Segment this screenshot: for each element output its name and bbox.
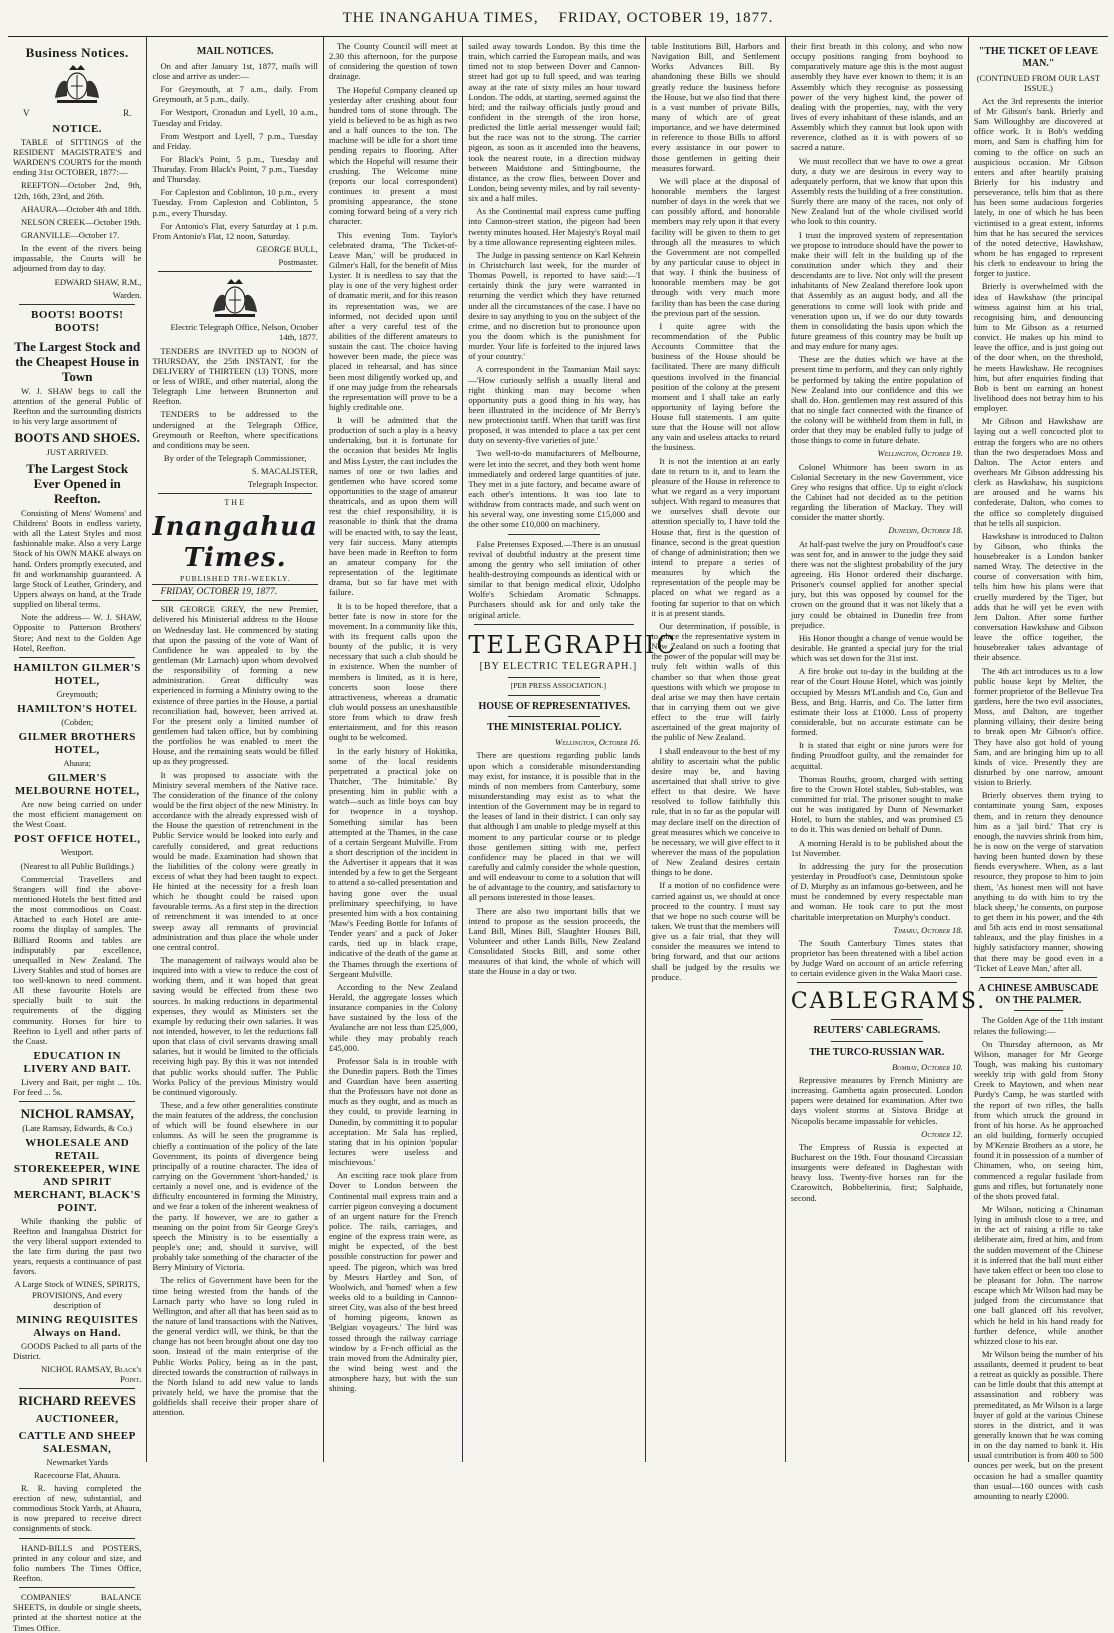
news-paragraph: Professor Sala is in trouble with the Dunedin papers. Both the Times and Guardian have been asserting that the Professors have not done as much as they ought, and as much as they could, to provide learning in Dunedin, by committing it to popular acceptation. Mr Sala has replied, stating that in his opinion 'popular lectures were useless and mischievous.' <box>328 1055 458 1168</box>
continued-note: (CONTINUED FROM OUR LAST ISSUE.) <box>976 72 1101 93</box>
news-paragraph: Our determination, if possible, is to place the representative system in New Zealand on such a footing that the power of the popular will may be truly felt within walls of this chamber so that when those great questions with which we propose to deal arise we may then have certain that in carrying them out we give effect to the true will fairly ascertained of the great majority of the public of New Zealand. <box>651 620 780 743</box>
news-paragraph: On Thursday afternoon, as Mr Wilson, manager for Mr George Tough, was making his customary weekly trip with gold from Stony Creek to Maytown, and when near Purdy's Camp, he was startled with the report of two rifles, the balls from which struck the ground in front of his horse. As he approached an old building, formerly occupied by M'Kenzie Brothers as a store, he found it in possession of a number of Chinamen, who, on seeing him, commenced a regular fusilade from guns and rifles, but fortunately none of the shots proved fatal. <box>973 1038 1103 1201</box>
divider <box>19 1388 135 1389</box>
review-paragraph: Hawkshaw is introduced to Dalton by Gibson, who thinks the housebreaker is a London banker named Wray. The detective in the course of conversation with him, tells him how his plans were that cruelly murdered by the Tiger, but adds that he will yet be even with Jem Dalton. After some further conversation Hawkshaw and Gibson leave the office together, the housebreaker takes advantage of their absence. <box>973 530 1103 663</box>
hotels-body: Are now being carried on under the most efficient management on the West Coast. <box>13 798 142 830</box>
news-paragraph: This evening Tom. Taylor's celebrated drama, 'The Ticket-of-Leave Man,' will be produced in Gilmer's Hall, for the benefit of Miss Lyster. It is needless to say that the play is one of the very highest order of dramatic merit, and for this reason its representation was, we are informed, not decided upon until after a very careful test of the abilities of the different amateurs to sustain the cast. The choice having however been made, the piece was placed in rehearsal, and has since been most diligently worked up, and if one may judge from the rehearsals the representation will prove to be a highly creditable one. <box>328 229 458 412</box>
ahaura-label: Ahaura; <box>63 757 92 768</box>
news-paragraph: Repressive measures by French Ministry are increasing. Gambetta again prosecuted. London papers were detained for examination. After two days violent storms at Sistova Bridge at Nicopolis became impassable for vehicles. <box>790 1075 963 1126</box>
news-paragraph: I trust the improved system of representation we propose to introduce should have the power to make their will felt in the building up of the constitution under which they and their descendants are to live. Not only will the present inhabitants of New Zealand therefore look upon that Assembly as an august body, and all the generations to come will look with pride and veneration upon us, if we do our duty towards them in consolidating the basis upon which the future greatness of this country may be built up and may endure for many ages. <box>790 229 963 352</box>
cablegrams-title: CABLEGRAMS. <box>790 989 987 1015</box>
mail-antonio: For Antonio's Flat, every Saturday at 1 p.m. From Antonio's Flat, 12 noon, Saturday. <box>152 220 318 241</box>
news-paragraph: I shall endeavour to the best of my ability to ascertain what the public desire may be, and having ascertained that shall strive to give effect to that desire. We have resolved to follow faithfully this rule, that in so far as the popular will may declare itself on the direction of great measures which we conceive to be necessary, we will give effect to it wherever the mass of the population of New Zealand desires certain things to be done. <box>651 745 780 878</box>
press-association: [PER PRESS ASSOCIATION.] <box>510 680 606 690</box>
news-paragraph: These are the duties which we have at the present time to perform, and they can only rightly be performed by taking the entire population of New Zealand into our confidence and this we shall do. Hon. gentlemen may rest assured of this that no single fact connected with the finance of the colony will be withheld from them in full, in order that they may be enabled fully to judge of those things to come in future debate. <box>790 354 963 446</box>
mail-westport: For Westport, Cronadun and Lyell, 10 a.m., Tuesday and Friday. <box>152 107 318 128</box>
divider <box>19 1101 135 1102</box>
house-title: HOUSE OF REPRESENTATIVES. <box>478 700 631 712</box>
bombay-dateline: Bombay, October 10. <box>891 1061 963 1072</box>
business-notices-header: Business Notices. <box>25 45 129 60</box>
notice-granville: GRANVILLE—October 17. <box>21 230 120 241</box>
mail-capleston: For Capleston and Coblinton, 10 p.m., every Tuesday. From Capleston and Coblinton, 5 p.m., every Thursday. <box>152 187 318 218</box>
news-paragraph: The County Council will meet at 2.30 this afternoon, for the purpose of considering the question of town drainage. <box>328 41 458 82</box>
mail-notices-title: MAIL NOTICES. <box>196 46 274 57</box>
news-paragraph: If a motion of no confidence were carried against us, we should at once proceed to the country. I must say that we hope no such course will be taken. We trust that the members will give us a fair trial, that they will consider the measures we intend to bring forward, and that our actions shall be judged by the results we produce. <box>651 880 780 982</box>
crest-letters <box>13 108 141 119</box>
news-paragraph: A morning Herald is to be published about the 1st November. <box>790 837 963 858</box>
mail-signature: GEORGE BULL, <box>256 244 318 255</box>
timaru-dateline: Timaru, October 18. <box>893 924 963 935</box>
running-head-title: THE INANGAHUA TIMES, <box>342 9 539 26</box>
column-4 <box>463 37 677 1462</box>
news-paragraph: The Golden Age of the 11th instant relates the following:— <box>973 1015 1103 1036</box>
notice-title: NOTICE. <box>52 122 103 135</box>
tenders-body: TENDERS are INVITED up to NOON of THURSDAY, the 25th INSTANT, for the DELIVERY of THIRTEEN (13) TONS, more or less of WIRE, and other material, along the Telegraph Line between Brunnerton and Reefton. <box>152 345 318 407</box>
ticket-of-leave-title: "THE TICKET OF LEAVE MAN." <box>978 46 1099 69</box>
divider <box>158 271 312 272</box>
news-paragraph: We must recollect that we have to owe a great duty, a duty we are desirous in every way to adequately perform, that we know that upon this Assembly rests the building of a free constitution. Surely there are many of the races, not only of New Zealand but of the whole civilised world who look to this country. <box>790 155 963 227</box>
news-paragraph: Thomas Rouths, groom, charged with setting fire to the Crown Hotel stables, Sub-stables, was committed for trial. The prisoner sought to make out he was instigated by Dunn of Newmarket Hotel, to burn the stables, and was promised £5 to do it. This was denied on behalf of Dunn. <box>790 773 963 835</box>
review-paragraph: Brierly observes them trying to contaminate young Sam, exposes them, and in return they denounce him as a 'jail bird.' That cry is enough, the navvies shrink from him, he is now on the verge of starvation having been hunted down by these fiends everywhere. When, as a last resource, they propose to him to join them, 'As honest men will not have anything to do with him to try the black sheep,' he consents, on purpose to get them in his power, and the 4th and 5th acts end in most sensational tableaux, and the play finishes in a highly satisfactory manner, showing that there may be good even in a 'Ticket of Leave Man,' after all. <box>973 790 1103 973</box>
racecourse-label: Racecourse Flat, Ahaura. <box>34 1469 121 1480</box>
news-paragraph: The South Canterbury Times states that proprietor has been threatened with a libel action by Judge Ward on account of an article referring to certain evidence given in the Waka Maori case. <box>790 937 963 979</box>
divider <box>508 695 600 696</box>
divider <box>158 493 312 494</box>
news-paragraph: A correspondent in the Tasmanian Mail says:—'How curiously selfish a usually literal and right thinking man may become when opportunity puts a good thing in his way, has been illustrated in the incidence of Mr Berry's new protectionist tariff. When that tariff was first proposed, it was intended to place a tax per cent duty on seventy-five varieties of jute.' <box>468 364 641 446</box>
news-paragraph: It is stated that eight or nine jurors were for finding Proudfoot guilty, and the remainder for acquittal. <box>790 740 963 771</box>
crest-r: R. <box>123 108 132 119</box>
news-paragraph: His Honor thought a change of venue would be desirable. He granted a special jury for the trial which was set down for the 31st inst. <box>790 632 963 664</box>
hamilton-hotel: HAMILTON'S HOTEL <box>17 702 138 715</box>
column-2 <box>147 37 324 1462</box>
gilmer-melbourne: GILMER'S MELBOURNE HOTEL, <box>14 772 140 798</box>
notice-signature-title: Warden. <box>112 289 142 300</box>
tender-order: By order of the Telegraph Commissioner, <box>163 453 307 464</box>
review-paragraph: Brierly is overwhelmed with the idea of Hawkshaw (the principal witness against him at his trial, recognising him, and denouncing him to Mr Gibson as a returned convict. He makes up his mind to leave the office, and is just going out of the door when, on the threshold, he meets Hawkshaw. He recognises him, but after enquiries finding that Bob is bent on earning an honest livelihood does not betray him to his employer. <box>973 281 1103 414</box>
news-paragraph: As the Continental mail express came puffing into Cannon-street station, the pigeon had been twenty minutes housed. Her Majesty's Royal mail by a time allowance representing eighteen miles. <box>468 206 641 247</box>
news-paragraph: Mr Wilson being the number of his assailants, deemed it prudent to beat a retreat as quickly as possible. There can be little doubt that this attempt at assassination and robbery was premeditated, as Mr Wilson is a large buyer of gold at the various Chinese stores in the district, and it was generally known that he was coming in on the day named to bank it. His usual contribution is from 400 to 500 ounces per week, but on the present occasion he had a smaller quantity than usual—160 ounces with cash amounting to nearly £2000. <box>973 1348 1103 1501</box>
mail-blacks-point: For Black's Point, 5 p.m., Tuesday and Thursday. From Black's Point, 7 p.m., Tuesday and Thursday. <box>152 153 318 185</box>
hamilton-title: HAMILTON GILMER'S HOTEL, <box>13 661 141 687</box>
travellers-body: Commercial Travellers and Strangers will find the above-mentioned Hotels the best fitted and the most commodious on Coast. Attached to each Hotel are ante-rooms the display of samples. The Billiard Rooms and tables are indisputably par excellence, unequalled in New Zealand. The Livery Stables and stud of horses are too well-known to need comment. All these favourite Hotels are specially built to suit the requirements of the digging community. Horses for hire to Reefton to Lyell and other parts of the Coast. <box>13 873 142 1046</box>
royal-crest-icon <box>47 62 107 106</box>
post-office-sub: (Nearest to all Public Buildings.) <box>20 860 134 871</box>
divider <box>797 982 957 983</box>
wellington-dateline: Wellington, October 16. <box>555 737 641 748</box>
mail-intro: On and after January 1st, 1877, mails will close and arrive as under:— <box>152 60 318 81</box>
divider <box>19 1587 135 1588</box>
column-3 <box>324 37 463 1462</box>
news-paragraph: It is not the intention at an early date to return to it, and to learn the pleasure of the House in reference to what we regard as a very important subject. With regard to measures that we ourselves shall devote our attention specially to, I have told the House that, first is the question of finance, second is the great question of change of administration; then we intend to prepare a series of measures by which the representation of the people may be placed on what we regard as a footing far superior to that on which it is at present stands. <box>651 455 780 618</box>
post-office-hotel: POST OFFICE HOTEL, <box>13 833 141 846</box>
news-paragraph: Two well-to-do manufacturers of Melbourne, were let into the secret, and they both went home immediately and ordered large quantities of jute. They met in a jute factory, and became aware of each other's intentions. It was too late to withdraw from contracts made, and such went on his several way, one investing some £15,000 and the other some £10,000 on machinery. <box>468 448 641 530</box>
boots-body: W. J. SHAW begs to call the attention of the general Public of Reefton and the surrounding districts to his very large assortment of <box>13 385 142 427</box>
hamilton-cobden: (Cobden; <box>61 716 94 727</box>
news-paragraph: I quite agree with the recommendation of the Public Accounts Committee that the business of the House should be facilitated. There are many difficult questions involved in the financial position of the colony at the present moment and I shall take an early opportunity of laying before the House full statements. I am quite sure that the House will not allow any vain and useless attacks to retard the business. <box>651 320 780 453</box>
news-paragraph: In the early history of Hokitika, some of the local residents perpetrated a practical joke on Thatcher, 'The Inimitable.' By presenting him in public with a watch—such as little boys can buy for twopence in a toyshop. Something similar has been attempted at the Thames, in the case of a certain Sergeant Mulville. From a short description of the incident in the Advertiser it appears that it was intended by a few to get the Sergeant to attend a so-called presentation and having gone over the usual preliminary speechifying, to have presented him with a box containing 'Maw's Feeding Bottle for Infants of Tender years' and a pack of Joker cards, tied up in black crape, indicative of the death of the game at the Thames through the exertions of Sergeant Mulville. <box>328 745 458 979</box>
boots-title: The Largest Stock and the Cheapest House in Town <box>14 338 141 385</box>
news-paragraph: The Hopeful Company cleaned up yesterday after crushing about four hundred tons of stone through. The yield is believed to be as high as two and a half ounces to the ton. The machine will be idle for a short time pending repairs to flooring. After which the Hopeful will resume their crushing. The Welcome mine (reports our local correspondent) continues to present a most promising appearance, the stone coming forward being of a very rich character. <box>328 84 458 227</box>
notice-ahaura: AHAURA—October 4th and 18th. <box>21 203 142 214</box>
notice-body: TABLE of SITTINGS of the RESIDENT MAGISTRATE'S and WARDEN'S COURTS for the month ending 31st OCTOBER, 1877:— <box>13 136 142 178</box>
boots-detail: Consisting of Mens' Womens' and Childrens' Boots in endless variety, with all the Latest Styles and most fashionable make. Also a very Large Stock of his OWN MAKE always on hand. Orders promptly executed, and fit and workmanship guaranteed. A large Stock of Leather, Grindery, and Uppers always on hand, at the Trade supplied on liberal terms. <box>13 507 142 610</box>
review-paragraph: Mr Gibson and Hawkshaw are laying out a well concocted plot to entrap the forgers who are no others than the two desperadoes Moss and Dalton. The Actor enters and overhears Mr Gibson addressing his clerk as Hawkshaw, his suspicions are aroused and he warns his confederate, Dalton, who comes to the office so completely disguised that he tells all suspicion. <box>973 416 1103 528</box>
news-paragraph: There are questions regarding public lands upon which a considerable misunderstanding may exist, for instance, it is possible that in the minds of non members from Canterbury, some misunderstanding may exist as to what the intention of the Government may be in regard to the leases of land in their district. I can only say that although I am unable to pledge myself at this moment to any particular course or to pledge those gentlemen sitting with me, perfect confidence may be placed in that we will carefully and calmly consider the whole question, and will endeavour to come to a solution that will be of advantage to the country, and satisfactory to all persons interested in those leases. <box>468 750 641 903</box>
notice-event: In the event of the rivers being impassable, the Courts will be adjourned from day to day. <box>13 243 142 274</box>
nameplate-the: THE <box>224 498 246 508</box>
editorial-dateline: FRIDAY, OCTOBER 19, 1877. <box>152 584 318 601</box>
hamilton-sub: Greymouth; <box>56 688 98 699</box>
notice-nelson: NELSON CREEK—October 19th. <box>21 216 142 227</box>
boots-address: Note the address— W. J. SHAW, Opposite to Patterson Brothers' Store; And next to the Golden Age Hotel, Reefton. <box>13 612 142 653</box>
turco-russian-title: THE TURCO-RUSSIAN WAR. <box>809 1047 945 1059</box>
oct12-dateline: October 12. <box>921 1128 963 1139</box>
telegraph-office-dateline: Electric Telegraph Office, Nelson, October 14th, 1877. <box>170 322 318 343</box>
news-paragraph: sailed away towards London. By this time the train, which carried the European mails, and was timed not to stop between Dover and Cannon-street had got up to full speed, and was tearing away at the rate of sixty miles an hour toward London. The odds, at starting, seemed against the bird; and the railway officials justly proud and confident in the strength of the iron horse, predicted the little aerial messenger would fail; but the race was not to the strong. The carrier pigeon, as soon as it ascended into the heavens, took the nearest route, in a direction midway between Maidstone and Sittingbourne, the distance, as the crow flies, between Dover and London, being seventy miles, and by rail seventy-six and a half miles. <box>468 41 641 204</box>
editorial-paragraph: These, and a few other generalities constitute the main features of the address, the conclusion of which will be found elsewhere in our columns. As will be seen the programme is chiefly a continuation of the policy of the late Government, its points of divergence being principally of a routine character. The idea of carrying on the Government 'short-handed,' is certainly a novel one, and is evidence of the difficulty encountered in forming the Ministry, and we fear a token of the inherent weakness of the party. If however, we are to gather a meaning on the point from Sir George Grey's speech the Ministry is to be essentially a people's one; and, should it survive, will probably take something of the character of the Berry Ministry of Victoria. <box>152 1100 318 1273</box>
notice-signature: EDWARD SHAW, R.M., <box>54 276 142 287</box>
column-1 <box>8 37 147 1633</box>
westport-label: Westport. <box>60 847 94 858</box>
boots-largest: The Largest Stock Ever Opened in Reefton. <box>26 460 129 507</box>
mail-from-westport: From Westport and Lyell, 7 p.m., Tuesday and Friday. <box>152 130 318 151</box>
divider <box>980 977 1097 978</box>
news-paragraph: In addressing the jury for the prosecution yesterday in Proudfoot's case, Dennistoun spoke of D. Murphy as an infamous go-between, and he must be condemned by every respectable man and woman. He took care to put the most charitable interpretation on Murphy's conduct. <box>790 860 963 922</box>
mail-greymouth: For Greymouth, at 7 a.m., daily. From Greymouth, at 5 p.m., daily. <box>152 84 318 105</box>
tender-signature: S. MACALISTER, <box>251 466 318 477</box>
education-title: EDUCATION IN LIVERY AND BAIT. <box>23 1050 131 1076</box>
news-paragraph: The Judge in passing sentence on Karl Kehrein in Christchurch last week, for the murder of Thomas Powell, is reported to have said:—'I certainly think the jury were warranted in returning the verdict which they have returned under all the circumstances of the case. I have no desire to say anything to you on the subject of the crime, and no discretion but to pronounce upon you the doom which is the punishment for murder. Your life is forfeited to the injured laws of your country.' <box>468 249 641 362</box>
cattle-title: CATTLE AND SHEEP SALESMAN, <box>18 1429 136 1455</box>
review-paragraph: The 4th act introduces us to a low public house kept by Melter, the former proprietor of the Bellevue Tea gardens, here the two evil associates, Moss, and Dalton, are together planning villainy, their desire being to break open Mr Gibson's office. They have also got hold of young Sam, and are bringing him up to all kinds of vice. Presently they are disturbed by one narrow, amount vision to Brierly. <box>973 665 1103 788</box>
news-paragraph: The Empress of Russia is expected at Bucharest on the 19th. Four thousand Circassian insurgents were defeated in Daghestan with heavy loss. Twenty-five horses ran for the Czarowitch, Bobbelterinia, first; Salphaide, second. <box>790 1141 963 1203</box>
tender-signature-title: Telegraph Inspector. <box>247 479 318 490</box>
editorial-paragraph: The relics of Government have been for the time being wrested from the hands of the Larnach party who have so long ruled in Wellington, and after all that has been said as to the nature of land transactions with the Natives, the general verdict will, we think, be that the change has not been brought about one day too soon. Instead of the main enterprise of the Public Works Policy, being as in the past, directed towards the construction of railways in the North Island to add new value to lands privately held, we have the promise that the goldfields shall receive their proper share of attention. <box>152 1275 318 1418</box>
richard-reeves-title: RICHARD REEVES <box>18 1393 136 1409</box>
editorial-paragraph: The management of railways would also be inquired into with a view to reduce the cost of working them, and it was hoped that great saving would be effected from these two sources. In making reductions in departmental expenses, they would as Ministers set the example by reducing their own salaries. It was not intended, however, to let the reductions fall upon that class of civil servants drawing small salaries, but it would be limited to the officials receiving high pay. By this it was not intended that public works should suffer. The Public Works Policy of the previous Ministry would be continued vigorously. <box>152 955 318 1097</box>
divider <box>831 1019 923 1020</box>
reuters-title: REUTERS' CABLEGRAMS. <box>813 1025 941 1037</box>
reeves-body: R. R. having completed the erection of new, substantial, and commodious Stock Yards, at Ahaura, is now prepared to receive direct consignments of stock. <box>13 1482 142 1534</box>
nichol-stock: A Large Stock of WINES, SPIRITS, PROVISIONS, And every description of <box>14 1279 140 1310</box>
nichol-body: While thanking the public of Reefton and Inangahua District for the very liberal support extended to the late firm during the past two years, requests a continuance of past favors. <box>13 1215 142 1277</box>
divider <box>19 1538 135 1539</box>
divider <box>508 534 600 535</box>
divider <box>508 716 600 717</box>
news-paragraph: We will place at the disposal of honorable members the largest number of days in the week that we can possibly afford, and honorable members may rely upon it that every facility will be given to them to get through all the measures to which the Government are not compelled by any particular cause to object in that way. I think the business of honorable members may be got through with very much more facility than has been the case during the previous part of the session. <box>651 175 780 318</box>
news-paragraph: According to the New Zealand Herald, the aggregate losses which insurance companies in the Colony have sustained by the loss of the Avalanche are not less than £25,000, while they may probably reach £45,000. <box>328 981 458 1053</box>
auctioneer-title: AUCTIONEER, <box>35 1412 119 1425</box>
royal-crest-icon <box>205 276 265 320</box>
handbills-ad: HAND-BILLS and POSTERS, printed in any colour and size, and folio numbers The Times Office, Reefton. <box>13 1542 142 1583</box>
column-6 <box>786 37 987 1462</box>
tenders-body-2: TENDERS to be addressed to the undersigned at the Telegraph Office, Greymouth or Reefton, where specifications and conditions may be seen. <box>152 409 318 450</box>
telegraphic-subtitle: [BY ELECTRIC TELEGRAPH.] <box>479 661 638 673</box>
notice-reefton: REEFTON—October 2nd, 9th, 12th, 16th, 23rd, and 26th. <box>13 180 142 201</box>
divider <box>19 304 135 305</box>
mail-signature-title: Postmaster. <box>278 257 318 268</box>
telegraphic-title: TELEGRAPHIC <box>468 630 677 659</box>
yards-label: Newmarket Yards <box>46 1456 108 1467</box>
news-paragraph: their first breath in this colony, and who now occupy positions ranging from boyhood to comparatively mature age this is the most august assembly they have ever known to them; it is an Assembly which they recognise as possessing power of the very highest kind, the power of dealing with the properties, nay, with the very lives of every inhabitant of these islands, and an Assembly which they cannot but look upon with reverence, clothed as it is with powers of so sacred a nature. <box>790 41 963 153</box>
editorial-paragraph: SIR GEORGE GREY, the new Premier, delivered his Ministerial address to the House on Wednesday last. He commenced by stating that upon the passing of the vote of Want of Confidence he was appealed to by the gentleman (Mr Larnach) upon whom devolved the responsibility of forming a new administration. Great difficulty was experienced in forming a Ministry owing to the existence of three parties in the House, a partial reconciliation had, however, been arrived at. For the present only a limited number of gentlemen had taken office, but by combining the portfolios he was enabled to meet the House, and the remaining seats would be filled up as they progressed. <box>152 604 318 767</box>
wellington-dateline: Wellington, October 19. <box>877 448 963 459</box>
columns <box>8 37 1108 1633</box>
column-5 <box>646 37 785 1462</box>
news-paragraph: It will be admitted that the production of such a play is a heavy undertaking, but it is fortunate for the occasion that besides Mr Inglis and Miss Lyster, the cast includes the names of one or two ladies and gentlemen who have scored some opportunities to the stage of amateur theatricals, and as upon them will rest the chief responsibility, it is reasonable to think that the drama will be enacted with, to say the least, very fair success. Many attempts have been made in Reefton to form an amateur company for the representation of the legitimate drama, but so far have met with failure. <box>328 415 458 598</box>
news-paragraph: A fire broke out to-day in the building at the rear of the Court House Hotel, which was jointly occupied by Messrs M'Landish and Co, Gun and Bess, and Brig. Harris, and Co. The latter firm estimate their loss at £1000. Loss of property considerable, but no accurate estimate can be formed. <box>790 666 963 738</box>
review-paragraph: Act the 3rd represents the interior of Mr Gibson's bank. Brierly and Sam Willoughby are discovered at office work. It is Bob's wedding morn, and Sam is chaffing him for coming to the office on such an auspicious occasion. Mr Gibson enters and after heartily praising Brierly for his industry and perseverance, tells him that as there has been some audacious forgeries lately, in one of which he has been victimised to a great extent, informs him that he has secured the services of the noted detective, Hawkshaw, whom he has engaged to represent his clerk to endeavour to bring the forger to justice. <box>973 95 1103 279</box>
boots-header: BOOTS! BOOTS! BOOTS! <box>31 308 124 334</box>
mining-requisites: MINING REQUISITES Always on Hand. <box>16 1313 139 1339</box>
livery-rates: Livery and Bait, per night ... 10s. For feed ... 5s. <box>13 1076 142 1098</box>
boots-shoes: BOOTS AND SHOES. <box>14 430 140 446</box>
nichol-signature: NICHOL RAMSAY, Black's Point. <box>41 1364 142 1385</box>
editorial-paragraph: It was proposed to associate with the Ministry several members of the Native race. The consideration of the finance of the colony would be the first object of the new Ministry. In accordance with the already expressed wish of the House the question of retrenchment in the Public Service would be looked into early and carefully considered, and great reductions would be made. Examination had shown that the liabilities of the colony were greatly in excess of what they had been taught to expect. He hinted at the necessity for a fresh loan which he thought could be raised upon favourable terms. As a first step in the direction of retrenchment it was intended to at once sweep away all remnants of provincial administration and thus place the whole under one central control. <box>152 769 318 952</box>
news-paragraph: Colonel Whitmore has been sworn in as Colonial Secretary in the new Government, vice Grey who resigns that office. Up to eight o'clock the Cabinet had not decided as to the petition regarding the liberation of Mackay. They will consider the matter shortly. <box>790 461 963 523</box>
wholesale-title: WHOLESALE AND RETAIL STOREKEEPER, WINE AND SPIRIT MERCHANT, BLACK'S POINT. <box>13 1136 141 1214</box>
news-paragraph: An exciting race took place from Dover to London between the Continental mail express train and a carrier pigeon conveying a document of an urgent nature for the French police. The rails, carriages, and engine of the express train were, as might be expected, of the best possible construction for power and speed. The pigeon, which was bred by Messrs Hartley and Son, of Woolwich, and 'homed' when a few weeks old to a building in Cannon-street City, was also of the best breed of homing pigeons, known as 'Belgian voyageurs.' The bird was tossed through the railway carriage window by a Fr-nch official as the train moved from the Admiralty pier, the wind being west and the atmosphere hazy, but with the sun shining. <box>328 1170 458 1394</box>
news-paragraph: It is to be hoped therefore, that a better fate is now in store for the movement. In a community like this, with its frequent calls upon the bounty of the public, it is very necessary that such a club should be in existence. When the number of members is limited, as it is here, concerts soon loose there attractiveness, whereas a dramatic club would possess an unexhaustible store from which to draw fresh entertainment, and for this reason ought to be welcomed. <box>328 600 458 743</box>
divider <box>474 624 634 625</box>
companies-ad: COMPANIES' BALANCE SHEETS, in double or single sheets, printed at the shortest notice at the Times Office. <box>13 1592 142 1633</box>
news-paragraph: At half-past twelve the jury on Proudfoot's case was sent for, and in answer to the judge they said there was not the slightest probability of the jury agreeing. His Honor ordered their discharge. Prisoner's counsel applied for another special jury, but this was opposed by counsel for the crown on the ground that it was not likely that a jury could be obtained in Dunedin free from prejudice. <box>790 538 963 630</box>
running-head-date: FRIDAY, OCTOBER 19, 1877. <box>558 9 774 26</box>
false-pretenses-ad: False Pretenses Exposed.—There is an unusual revival of doubtful industry at the present time among the gentry who sell imitation of other health-destroying compounds as identical with or similar to that benign medical elixir, Udolpho Wolfe's Schiedam Aromatic Schnapps. Purchasers should ask for and only take the original article. <box>468 538 641 620</box>
divider <box>508 677 600 678</box>
chinese-ambuscade-title: A CHINESE AMBUSCADE ON THE PALMER. <box>978 982 1099 1006</box>
dunedin-dateline: Dunedin, October 18. <box>888 525 963 536</box>
divider <box>1014 1010 1063 1011</box>
goods-packed: GOODS Packed to all parts of the District. <box>13 1340 142 1361</box>
published-line: PUBLISHED TRI-WEEKLY. <box>179 574 291 584</box>
gilmer-brothers: GILMER BROTHERS HOTEL, <box>18 730 136 756</box>
boots-arrived: JUST ARRIVED. <box>46 446 108 457</box>
nichol-title: NICHOL RAMSAY, <box>20 1106 134 1122</box>
nichol-sub: (Late Ramsay, Edwards, & Co.) <box>22 1122 133 1133</box>
crest-v: V <box>23 108 30 119</box>
divider <box>19 657 135 658</box>
news-paragraph: table Institutions Bill, Harbors and Navigation Bill, and Settlement Works Advances Bill. By abandoning these Bills we should greatly reduce the business before the House, but we also find that there is a vast number of private Bills, many of which are of great importance, and we have determined in reference to those Bills to afford every assistance in our power to those gentlemen in getting their measures forward. <box>651 41 780 173</box>
column-7 <box>969 37 1108 1501</box>
divider <box>831 1041 923 1042</box>
running-head <box>8 0 1108 37</box>
ministerial-policy-title: THE MINISTERIAL POLICY. <box>487 722 622 734</box>
news-paragraph: Mr Wilson, noticing a Chinaman lying in ambush close to a tree, and in the act of raising a rifle to take deliberate aim, fired at him, and from the sudden movement of the Chinese it is inferred that the ball must either have taken effect or been too close to be pleasant for John. The narrow escape which Mr Wilson had may be judged from the circumstance that one ball glanced off his revolver, which he held in his hand ready for further defence, while another whizzed close to his ear. <box>973 1203 1103 1346</box>
news-paragraph: There are also two important bills that we intend to propose as the session proceeds, the Land Bill, Mines Bill, Slaughter Houses Bill, Volunteer and other Lands Bills, New Zealand Consolidated Stocks Bill, and some other measures of that kind, the whole of which will state the House in a day or two. <box>468 905 641 977</box>
nameplate: Inangahua Times. <box>152 511 318 573</box>
